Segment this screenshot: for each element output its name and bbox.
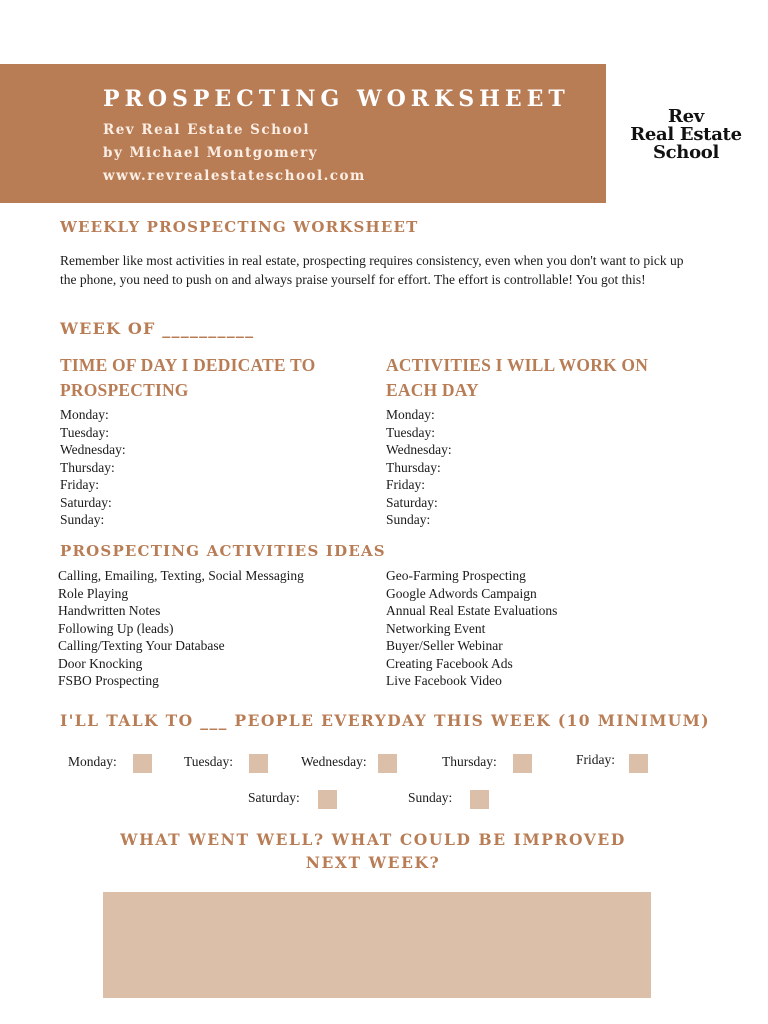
activities-days-list	[386, 406, 452, 529]
tracker-label-sunday: Sunday:	[408, 790, 453, 805]
tracker-label-thursday: Thursday:	[442, 754, 497, 769]
ideas-list-right	[386, 567, 557, 690]
ideas-heading: PROSPECTING ACTIVITIES IDEAS	[60, 542, 386, 560]
logo-line-2: Real Estate	[630, 124, 742, 145]
intro-paragraph: Remember like most activities in real estate, prospecting requires consistency, even when you don't want to pick up the phone, you need to push on and always praise yourself for effort. The effort is controllable! You got this!	[60, 253, 684, 287]
tracker-label-friday: Friday:	[576, 752, 615, 767]
time-day-sunday[interactable]: Sunday:	[60, 512, 105, 527]
time-day-wednesday[interactable]: Wednesday:	[60, 442, 126, 457]
idea-item: Handwritten Notes	[58, 603, 161, 618]
tracker-box-friday[interactable]	[629, 754, 648, 773]
time-day-saturday[interactable]: Saturday:	[60, 494, 112, 510]
tracker-heading: I'LL TALK TO ___ PEOPLE EVERYDAY THIS WEEK (10 MINIMUM)	[60, 711, 710, 730]
idea-item: Networking Event	[386, 620, 486, 636]
time-column-heading: TIME OF DAY I DEDICATE TO PROSPECTING	[60, 355, 316, 400]
reflection-notes-box[interactable]	[103, 892, 651, 998]
idea-item: Following Up (leads)	[58, 620, 174, 636]
school-logo	[626, 108, 746, 162]
tracker-box-sunday[interactable]	[470, 790, 489, 809]
week-of-field[interactable]: WEEK OF __________	[60, 319, 255, 338]
weekly-heading: WEEKLY PROSPECTING WORKSHEET	[60, 218, 419, 236]
time-days-list	[60, 406, 126, 529]
time-day-friday[interactable]: Friday:	[60, 477, 99, 492]
idea-item: Google Adwords Campaign	[386, 585, 537, 601]
tracker-box-monday[interactable]	[133, 754, 152, 773]
idea-item: FSBO Prospecting	[58, 673, 159, 688]
idea-item: Geo-Farming Prospecting	[386, 568, 526, 583]
time-day-tuesday[interactable]: Tuesday:	[60, 424, 110, 440]
tracker-box-tuesday[interactable]	[249, 754, 268, 773]
tracker-box-thursday[interactable]	[513, 754, 532, 773]
activity-day-thursday[interactable]: Thursday:	[386, 459, 441, 475]
idea-item: Live Facebook Video	[386, 673, 502, 688]
idea-item: Calling/Texting Your Database	[58, 638, 225, 653]
idea-item: Buyer/Seller Webinar	[386, 638, 503, 653]
idea-item: Door Knocking	[58, 655, 143, 671]
activity-day-tuesday[interactable]: Tuesday:	[386, 424, 436, 440]
reflection-line-1: WHAT WENT WELL? WHAT COULD BE IMPROVED	[120, 830, 626, 849]
author-name: by Michael Montgomery	[103, 145, 319, 161]
tracker-label-wednesday: Wednesday:	[301, 754, 367, 769]
activity-day-monday[interactable]: Monday:	[386, 407, 435, 422]
idea-item: Creating Facebook Ads	[386, 655, 513, 671]
tracker-box-wednesday[interactable]	[378, 754, 397, 773]
time-day-monday[interactable]: Monday:	[60, 407, 109, 422]
idea-item: Annual Real Estate Evaluations	[386, 603, 558, 618]
tracker-label-monday: Monday:	[68, 754, 117, 769]
activity-day-wednesday[interactable]: Wednesday:	[386, 442, 452, 457]
school-name: Rev Real Estate School	[103, 122, 311, 138]
website-link[interactable]: www.revrealestateschool.com	[103, 168, 366, 184]
reflection-line-2: NEXT WEEK?	[305, 853, 441, 872]
tracker-label-tuesday: Tuesday:	[184, 754, 234, 769]
activity-day-sunday[interactable]: Sunday:	[386, 512, 431, 527]
logo-line-3: School	[652, 142, 720, 163]
tracker-label-saturday: Saturday:	[248, 790, 300, 805]
tracker-box-saturday[interactable]	[318, 790, 337, 809]
time-day-thursday[interactable]: Thursday:	[60, 459, 115, 475]
logo-line-1: Rev	[668, 106, 704, 127]
ideas-list-left	[58, 567, 304, 690]
page-title: PROSPECTING WORKSHEET	[103, 86, 570, 112]
activity-day-friday[interactable]: Friday:	[386, 477, 425, 492]
idea-item: Calling, Emailing, Texting, Social Messaging	[58, 568, 304, 583]
idea-item: Role Playing	[58, 585, 129, 601]
activities-column-heading: ACTIVITIES I WILL WORK ON EACH DAY	[386, 355, 649, 400]
reflection-heading	[100, 828, 646, 874]
activity-day-saturday[interactable]: Saturday:	[386, 494, 438, 510]
